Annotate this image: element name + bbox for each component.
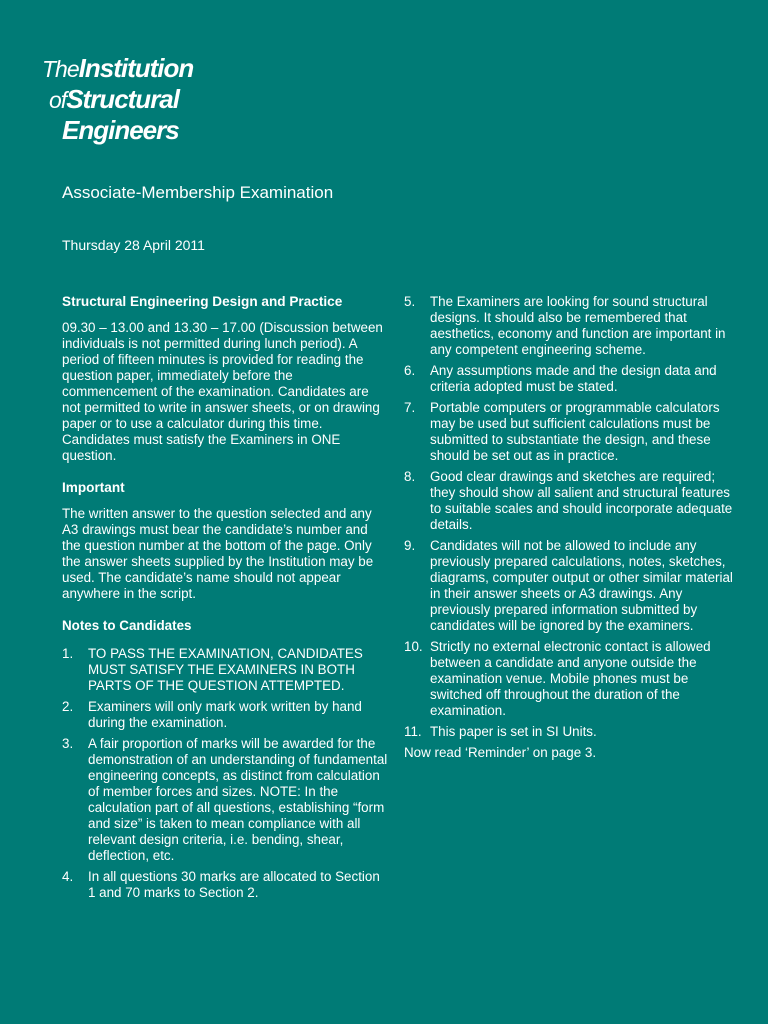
paper-heading: Structural Engineering Design and Practice xyxy=(62,294,343,309)
note-item xyxy=(62,699,388,731)
note-item xyxy=(404,294,736,358)
left-column xyxy=(62,294,388,906)
note-text: This paper is set in SI Units. xyxy=(430,724,597,739)
note-number: 4. xyxy=(62,869,74,884)
note-item xyxy=(404,724,736,740)
exam-title: Associate-Membership Examination xyxy=(62,183,334,202)
note-text: Portable computers or programmable calculators may be used but sufficient calculations must be submitted to substantiate the design, and these should be set out as in practice. xyxy=(430,400,720,463)
reminder-note: Now read ‘Reminder’ on page 3. xyxy=(404,745,597,760)
note-item xyxy=(62,646,388,694)
logo-line-3: Engineers xyxy=(62,115,179,145)
note-text: Good clear drawings and sketches are required; they should show all salient and structural features to suitable scales and should incorporate adequate details. xyxy=(430,469,733,532)
note-item xyxy=(404,639,736,719)
paper-description: 09.30 – 13.00 and 13.30 – 17.00 (Discussion between individuals is not permitted during lunch period). A period of fifteen minutes is provided for reading the question paper, immediately before the commencement of the examination. Candidates are not permitted to write in answer sheets, or on drawing paper or to use a calculator during this time. Candidates must satisfy the Examiners in ONE question. xyxy=(62,320,383,463)
note-item xyxy=(404,363,736,395)
note-number: 10. xyxy=(404,639,423,654)
note-text: A fair proportion of marks will be awarded for the demonstration of an understanding of fundamental engineering concepts, as distinct from calculation of member forces and sizes. NOTE: In the calculation part of all questions, establishing “form and size” is taken to mean compliance with all relevant design criteria, i.e. bending, shear, deflection, etc. xyxy=(88,736,388,863)
note-number: 6. xyxy=(404,363,416,378)
important-heading: Important xyxy=(62,480,125,495)
note-text: In all questions 30 marks are allocated to Section 1 and 70 marks to Section 2. xyxy=(88,869,380,900)
note-number: 5. xyxy=(404,294,416,309)
note-item xyxy=(404,469,736,533)
note-item xyxy=(404,538,736,634)
institution-logo xyxy=(42,55,193,148)
note-item xyxy=(62,869,388,901)
logo-line-2: ofStructural xyxy=(49,84,179,114)
note-text: Strictly no external electronic contact is allowed between a candidate and anyone outside the examination venue. Mobile phones must be switched off throughout the duration of the examination. xyxy=(430,639,711,718)
note-number: 3. xyxy=(62,736,74,751)
note-number: 1. xyxy=(62,646,74,661)
logo-line-1: TheInstitution xyxy=(42,53,194,83)
note-number: 8. xyxy=(404,469,416,484)
note-item xyxy=(404,400,736,464)
note-text: Examiners will only mark work written by hand during the examination. xyxy=(88,699,362,730)
note-number: 2. xyxy=(62,699,74,714)
note-item xyxy=(62,736,388,864)
note-text: Candidates will not be allowed to include any previously prepared calculations, notes, sketches, diagrams, computer output or other similar material in their answer sheets or A3 drawings. Any previously prepared information submitted by candidates will be ignored by the examiners. xyxy=(430,538,733,633)
note-number: 9. xyxy=(404,538,416,553)
notes-heading: Notes to Candidates xyxy=(62,618,192,633)
note-text: Any assumptions made and the design data and criteria adopted must be stated. xyxy=(430,363,717,394)
important-text: The written answer to the question selected and any A3 drawings must bear the candidate’s number and the question number at the bottom of the page. Only the answer sheets supplied by the Institution may be used. The candidate’s name should not appear anywhere in the script. xyxy=(62,506,374,601)
note-number: 7. xyxy=(404,400,416,415)
exam-date: Thursday 28 April 2011 xyxy=(62,237,205,253)
note-text: TO PASS THE EXAMINATION, CANDIDATES MUST SATISFY THE EXAMINERS IN BOTH PARTS OF THE QUESTION ATTEMPTED. xyxy=(88,646,363,693)
note-number: 11. xyxy=(404,724,422,739)
note-text: The Examiners are looking for sound structural designs. It should also be remembered that aesthetics, economy and function are important in any competent engineering scheme. xyxy=(430,294,726,357)
right-column xyxy=(404,294,736,761)
